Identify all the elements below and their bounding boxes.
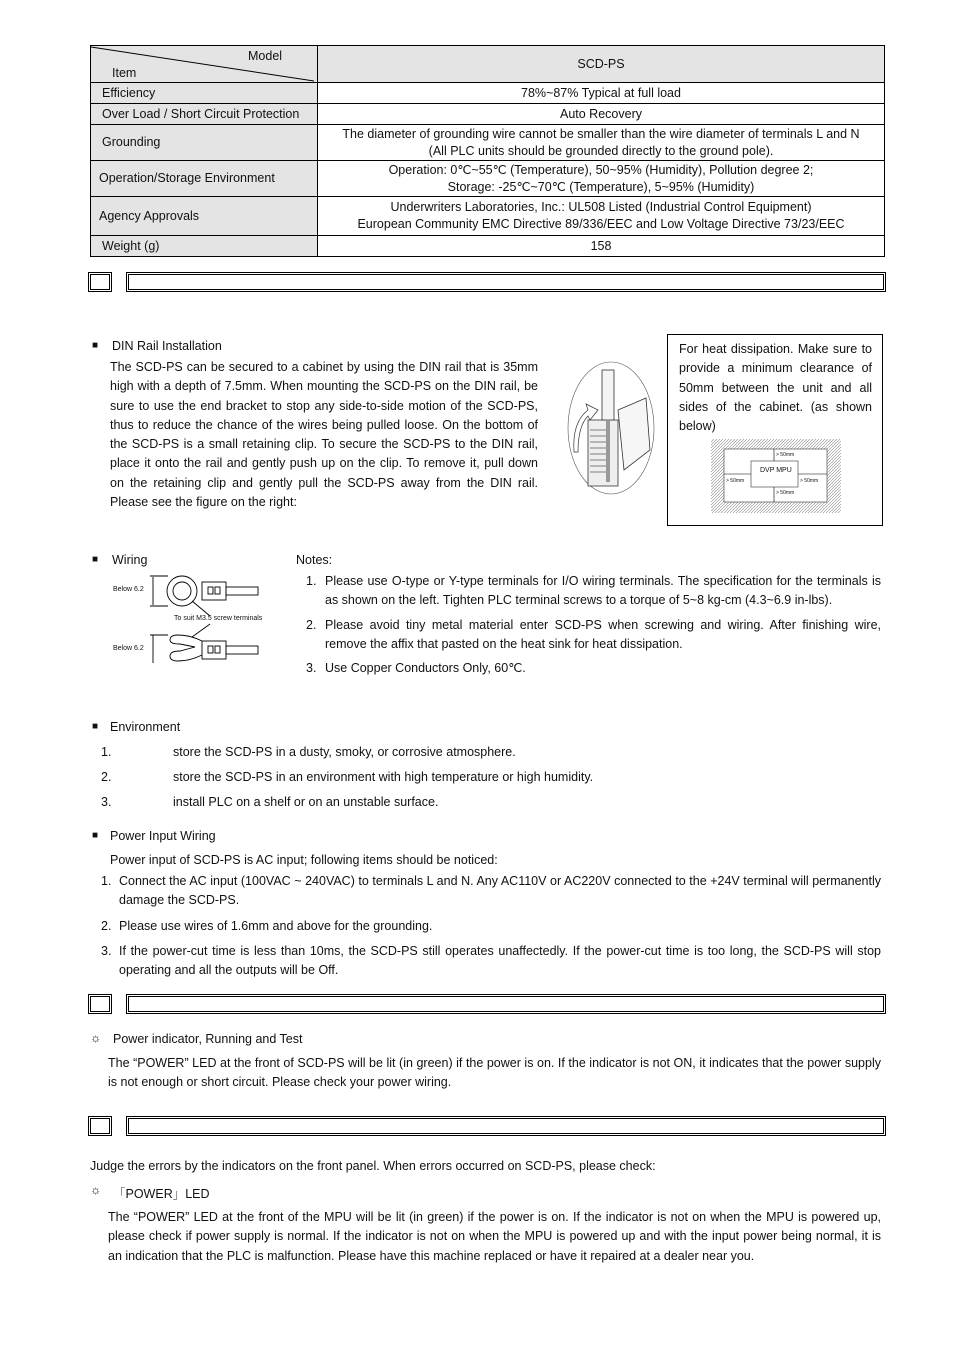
section-number-box bbox=[88, 272, 112, 292]
diagonal-header-cell bbox=[91, 46, 318, 83]
value-line: European Community EMC Directive 89/336/EEC and Low Voltage Directive 73/23/EEC bbox=[357, 217, 845, 231]
bullet-icon: ■ bbox=[92, 554, 99, 565]
power-item-text: If the power-cut time is less than 10ms, the SCD-PS still operates unaffectedly. If the power-cut time is too long, the SCD-PS will stop operating and all the outputs will be Off. bbox=[119, 944, 881, 978]
section-number-box bbox=[88, 1116, 112, 1136]
row-value: Auto Recovery bbox=[318, 104, 885, 125]
row-label: Operation/Storage Environment bbox=[91, 161, 318, 197]
power-item-text: Connect the AC input (100VAC ~ 240VAC) to terminals L and N. Any AC110V or AC220V connected to the +24V terminal will permanently damage the SCD-PS. bbox=[119, 874, 881, 908]
environment-item: install PLC on a shelf or on an unstable surface. bbox=[173, 795, 439, 809]
table-row bbox=[91, 236, 885, 257]
heat-dissipation-text: For heat dissipation. Make sure to provide a minimum clearance of 50mm between the unit and all sides of the cabinet. (as shown below) bbox=[679, 342, 872, 434]
note-text: Please avoid tiny metal material enter SCD-PS when screwing and wiring. After finishing wire, remove the affix that pasted on the heat sink for heat dissipation. bbox=[325, 618, 881, 652]
environment-item: store the SCD-PS in a dusty, smoky, or corrosive atmosphere. bbox=[173, 745, 516, 759]
clearance-bottom-label: > 50mm bbox=[776, 490, 795, 496]
sun-bullet-icon: ☼ bbox=[90, 1183, 102, 1197]
din-rail-text: The SCD-PS can be secured to a cabinet by using the DIN rail that is 35mm high with a depth of 7.5mm. When mounting the SCD-PS on the DIN rail, be sure to use the end bracket to stop any side-to-side motion of the SCD-PS, thus to reduce the chance of the wires being pulled loose. On the bottom of the SCD-PS is a small retaining clip. To secure the SCD-PS to the DIN rail, place it onto the rail and gently push up on the clip. To remove it, pull down on the retaining clip and gently pull the SCD-PS away from the DIN rail. Please see the figure on the right: bbox=[110, 360, 538, 510]
table-row bbox=[91, 197, 885, 236]
section-title-box bbox=[126, 272, 886, 292]
row-value: 78%~87% Typical at full load bbox=[318, 83, 885, 104]
notes-heading: Notes: bbox=[296, 553, 333, 567]
row-label: Grounding bbox=[91, 125, 318, 161]
bullet-icon: ■ bbox=[92, 830, 99, 841]
power-led-text: The “POWER” LED at the front of the MPU will be lit (in green) if the power is on. If the indicator is not on when the MPU is powered up, please check if power supply is normal. If the indicator is not on when the MPU is powered up and with the input power being normal, it is an indication that the PLC is malfunction. Please have this machine replaced or have it repaired at a dealer near you. bbox=[108, 1210, 881, 1263]
spec-table bbox=[90, 45, 885, 257]
value-line: Storage: -25℃~70℃ (Temperature), 5~95% (Humidity) bbox=[447, 179, 755, 194]
section-bar-installation bbox=[88, 272, 886, 292]
sun-bullet-icon: ☼ bbox=[90, 1031, 102, 1045]
row-label: Efficiency bbox=[91, 83, 318, 104]
power-item bbox=[101, 872, 881, 911]
power-item bbox=[101, 917, 881, 936]
environment-heading: Environment bbox=[110, 720, 181, 734]
section-bar-trial-run bbox=[88, 994, 886, 1014]
bullet-icon: ■ bbox=[92, 340, 99, 351]
dimension-label: Below 6.2 bbox=[113, 586, 144, 593]
note-item bbox=[306, 572, 881, 611]
row-value: 158 bbox=[318, 236, 885, 257]
header-item-label: Item bbox=[112, 66, 137, 80]
row-label: Weight (g) bbox=[91, 236, 318, 257]
section-bar-troubleshooting bbox=[88, 1116, 886, 1136]
list-number: 1. bbox=[101, 745, 112, 759]
note-item bbox=[306, 616, 881, 655]
value-line: Underwriters Laboratories, Inc.: UL508 Listed (Industrial Control Equipment) bbox=[390, 200, 812, 214]
list-number: 3. bbox=[101, 795, 112, 809]
value-line: The diameter of grounding wire cannot be smaller than the wire diameter of terminals L and N bbox=[342, 126, 860, 141]
note-number: 1. bbox=[306, 574, 317, 588]
list-number: 2. bbox=[101, 770, 112, 784]
environment-item: store the SCD-PS in an environment with high temperature or high humidity. bbox=[173, 770, 594, 784]
power-input-intro: Power input of SCD-PS is AC input; following items should be noticed: bbox=[110, 853, 498, 867]
value-line: (All PLC units should be grounded directly to the ground pole). bbox=[428, 143, 774, 158]
power-input-heading: Power Input Wiring bbox=[110, 829, 216, 843]
row-value bbox=[318, 161, 885, 197]
clearance-top-label: > 50mm bbox=[776, 452, 795, 458]
section-title-box bbox=[126, 994, 886, 1014]
din-rail-heading: DIN Rail Installation bbox=[112, 339, 222, 353]
wiring-heading: Wiring bbox=[112, 553, 148, 567]
table-header-row bbox=[91, 46, 885, 83]
list-number: 3. bbox=[101, 944, 112, 958]
power-item-text: Please use wires of 1.6mm and above for the grounding. bbox=[119, 919, 433, 933]
note-item bbox=[306, 659, 881, 678]
bullet-icon: ■ bbox=[92, 721, 99, 732]
model-name-cell: SCD-PS bbox=[318, 46, 885, 83]
errors-intro: Judge the errors by the indicators on the front panel. When errors occurred on SCD-PS, please check: bbox=[90, 1159, 656, 1173]
note-text: Use Copper Conductors Only, 60℃. bbox=[325, 661, 526, 675]
din-rail-mounting-figure bbox=[566, 360, 656, 496]
row-value bbox=[318, 197, 885, 236]
table-row bbox=[91, 161, 885, 197]
section-number-box bbox=[88, 994, 112, 1014]
table-row bbox=[91, 125, 885, 161]
row-label: Over Load / Short Circuit Protection bbox=[91, 104, 318, 125]
note-number: 2. bbox=[306, 618, 317, 632]
screw-terminal-label: To suit M3.5 screw terminals bbox=[174, 615, 263, 622]
note-number: 3. bbox=[306, 661, 317, 675]
value-line: Operation: 0℃~55℃ (Temperature), 50~95% (Humidity), Pollution degree 2; bbox=[388, 162, 814, 177]
list-number: 2. bbox=[101, 919, 112, 933]
clearance-right-label: > 50mm bbox=[800, 478, 819, 484]
clearance-left-label: > 50mm bbox=[726, 478, 745, 484]
section-title-box bbox=[126, 1116, 886, 1136]
power-item bbox=[101, 942, 881, 981]
table-row bbox=[91, 104, 885, 125]
indicator-heading: Power indicator, Running and Test bbox=[113, 1032, 303, 1046]
heat-dissipation-box bbox=[667, 334, 883, 526]
note-text: Please use O-type or Y-type terminals for I/O wiring terminals. The specification for the terminals is as shown on the left. Tighten PLC terminal screws to a torque of 5~8 kg-cm (4.3~6.9 in-lbs). bbox=[325, 574, 881, 608]
table-row bbox=[91, 83, 885, 104]
list-number: 1. bbox=[101, 874, 112, 888]
row-value bbox=[318, 125, 885, 161]
unit-label: DVP MPU bbox=[760, 467, 792, 474]
row-label: Agency Approvals bbox=[91, 197, 318, 236]
header-model-label: Model bbox=[248, 49, 283, 63]
dimension-label: Below 6.2 bbox=[113, 645, 144, 652]
clearance-diagram bbox=[711, 439, 841, 513]
power-led-heading: 「POWER」LED bbox=[113, 1187, 210, 1201]
indicator-text: The “POWER” LED at the front of SCD-PS will be lit (in green) if the power is on. If the indicator is not ON, it indicates that the power supply is not enough or short circuit. Please check your power wiring. bbox=[108, 1056, 881, 1090]
